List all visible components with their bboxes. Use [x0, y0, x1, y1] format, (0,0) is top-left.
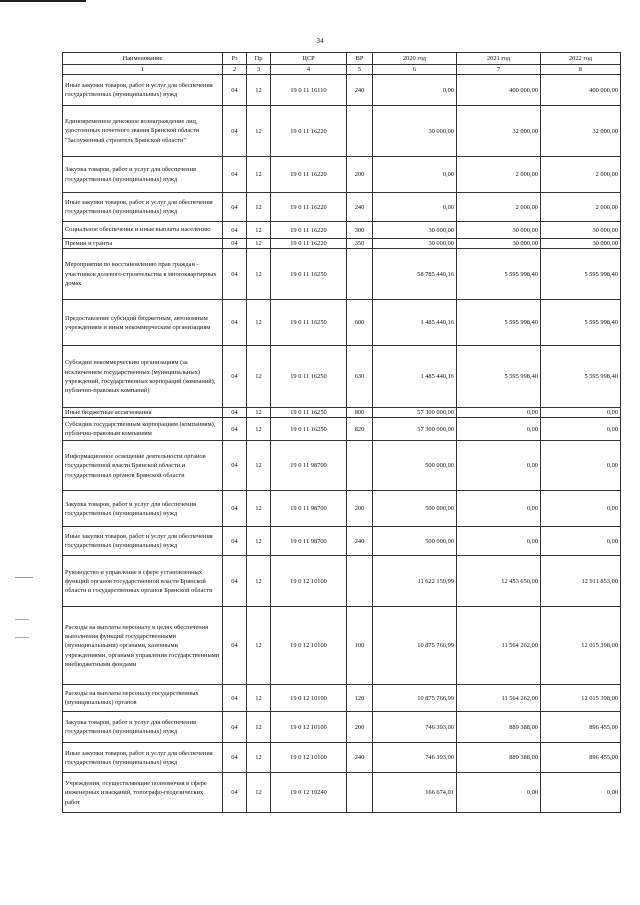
row-2022: 400 000,00 [541, 75, 621, 106]
header-vr: ВР [347, 53, 373, 65]
row-pr: 12 [247, 193, 271, 222]
row-2022: 0,00 [541, 418, 621, 441]
row-2020: 1 485 440,16 [373, 300, 457, 346]
row-csr: 19 0 11 16250 [271, 249, 347, 300]
row-2021: 889 388,00 [457, 743, 541, 773]
table-row [63, 607, 621, 685]
row-rz: 04 [223, 491, 247, 527]
row-rz: 04 [223, 193, 247, 222]
row-name: Субсидии государственным корпорациям (компаниям), публично-правовым компаниям [63, 418, 223, 441]
row-2021: 30 000,00 [457, 239, 541, 249]
row-csr: 19 0 12 10240 [271, 773, 347, 813]
row-2021: 11 564 262,00 [457, 685, 541, 712]
page-number: 34 [316, 37, 324, 45]
row-csr: 19 0 11 16250 [271, 418, 347, 441]
row-csr: 19 0 11 16220 [271, 222, 347, 239]
row-name: Иные закупки товаров, работ и услуг для обеспечения государственных (муниципальных) нужд [63, 527, 223, 556]
row-2022: 32 000,00 [541, 106, 621, 157]
row-rz: 04 [223, 106, 247, 157]
row-vr: 600 [347, 300, 373, 346]
row-2021: 0,00 [457, 418, 541, 441]
budget-table [62, 52, 621, 813]
margin-mark [15, 577, 33, 578]
row-rz: 04 [223, 712, 247, 743]
row-pr: 12 [247, 743, 271, 773]
row-2020: 746 393,00 [373, 712, 457, 743]
row-2021: 2 000,00 [457, 157, 541, 193]
row-2022: 12 015 398,00 [541, 685, 621, 712]
row-rz: 04 [223, 685, 247, 712]
row-csr: 19 0 12 10100 [271, 556, 347, 607]
row-csr: 19 0 11 16220 [271, 106, 347, 157]
row-2020: 0,00 [373, 75, 457, 106]
row-rz: 04 [223, 527, 247, 556]
row-pr: 12 [247, 418, 271, 441]
row-2022: 0,00 [541, 408, 621, 418]
row-2020: 0,00 [373, 157, 457, 193]
row-csr: 19 0 12 10100 [271, 712, 347, 743]
row-2021: 0,00 [457, 491, 541, 527]
table-row [63, 106, 621, 157]
row-name: Закупка товаров, работ и услуг для обеспечения государственных (муниципальных) нужд [63, 712, 223, 743]
row-name: Расходы на выплаты персоналу в целях обеспечения выполнения функций государственными (муниципальными) органами, казенными учреждениями, органами управления государственными внебюджетными фондами [63, 607, 223, 685]
row-2020: 57 300 000,00 [373, 418, 457, 441]
column-number: 5 [347, 65, 373, 75]
row-2021: 5 595 998,40 [457, 249, 541, 300]
row-2021: 11 564 262,00 [457, 607, 541, 685]
header-2022: 2022 год [541, 53, 621, 65]
row-2022: 0,00 [541, 491, 621, 527]
column-number: 7 [457, 65, 541, 75]
row-vr: 300 [347, 222, 373, 239]
row-pr: 12 [247, 222, 271, 239]
row-rz: 04 [223, 773, 247, 813]
row-2022: 12 911 853,00 [541, 556, 621, 607]
row-vr [347, 773, 373, 813]
column-number: 6 [373, 65, 457, 75]
row-name: Иные бюджетные ассигнования [63, 408, 223, 418]
row-pr: 12 [247, 556, 271, 607]
row-csr: 19 0 11 16220 [271, 193, 347, 222]
column-number: 1 [63, 65, 223, 75]
table-row [63, 157, 621, 193]
row-vr: 240 [347, 527, 373, 556]
row-2020: 10 875 766,99 [373, 607, 457, 685]
row-2020: 500 000,00 [373, 491, 457, 527]
row-2022: 12 015 398,00 [541, 607, 621, 685]
row-vr: 240 [347, 75, 373, 106]
row-csr: 19 0 12 10100 [271, 743, 347, 773]
row-2022: 2 000,00 [541, 193, 621, 222]
column-number: 2 [223, 65, 247, 75]
row-csr: 19 0 12 10100 [271, 607, 347, 685]
row-rz: 04 [223, 408, 247, 418]
row-name: Закупка товаров, работ и услуг для обеспечения государственных (муниципальных) нужд [63, 157, 223, 193]
row-vr: 200 [347, 491, 373, 527]
row-rz: 04 [223, 418, 247, 441]
row-rz: 04 [223, 743, 247, 773]
table-row [63, 249, 621, 300]
row-2020: 30 000,00 [373, 106, 457, 157]
row-pr: 12 [247, 157, 271, 193]
row-pr: 12 [247, 300, 271, 346]
row-2020: 746 393,00 [373, 743, 457, 773]
header-csr: ЦСР [271, 53, 347, 65]
row-csr: 19 0 11 16220 [271, 157, 347, 193]
table-row [63, 491, 621, 527]
row-csr: 19 0 11 16250 [271, 300, 347, 346]
row-csr: 19 0 11 16250 [271, 408, 347, 418]
row-2021: 400 000,00 [457, 75, 541, 106]
row-name: Руководство и управление в сфере установленных функций органов государственной власти Брянской области и государственных органов Брянской области [63, 556, 223, 607]
row-2022: 896 455,00 [541, 712, 621, 743]
column-number: 4 [271, 65, 347, 75]
row-2021: 12 453 650,00 [457, 556, 541, 607]
row-vr [347, 441, 373, 491]
header-2020: 2020 год [373, 53, 457, 65]
row-pr: 12 [247, 346, 271, 408]
row-name: Иные закупки товаров, работ и услуг для обеспечения государственных (муниципальных) нужд [63, 193, 223, 222]
row-rz: 04 [223, 157, 247, 193]
header-name: Наименование [63, 53, 223, 65]
row-vr: 820 [347, 418, 373, 441]
row-2020: 166 674,01 [373, 773, 457, 813]
row-2021: 0,00 [457, 441, 541, 491]
margin-mark [15, 637, 29, 638]
row-2022: 0,00 [541, 441, 621, 491]
row-vr: 240 [347, 743, 373, 773]
row-name: Закупка товаров, работ и услуг для обеспечения государственных (муниципальных) нужд [63, 491, 223, 527]
row-2022: 5 595 998,40 [541, 346, 621, 408]
table-row [63, 418, 621, 441]
row-2020: 58 785 440,16 [373, 249, 457, 300]
row-pr: 12 [247, 106, 271, 157]
row-2021: 2 000,00 [457, 193, 541, 222]
row-2020: 0,00 [373, 193, 457, 222]
row-2020: 30 000,00 [373, 239, 457, 249]
table-row [63, 773, 621, 813]
row-csr: 19 0 11 98700 [271, 441, 347, 491]
row-csr: 19 0 12 10100 [271, 685, 347, 712]
header-row [63, 53, 621, 65]
row-2021: 0,00 [457, 527, 541, 556]
table-row [63, 556, 621, 607]
row-pr: 12 [247, 712, 271, 743]
row-name: Премии и гранты [63, 239, 223, 249]
row-2022: 5 595 998,40 [541, 249, 621, 300]
row-2021: 32 000,00 [457, 106, 541, 157]
row-pr: 12 [247, 75, 271, 106]
table-row [63, 441, 621, 491]
table-row [63, 685, 621, 712]
header-2021: 2021 год [457, 53, 541, 65]
row-2020: 30 000,00 [373, 222, 457, 239]
row-2020: 57 300 000,00 [373, 408, 457, 418]
row-vr [347, 249, 373, 300]
row-vr: 240 [347, 193, 373, 222]
row-2020: 500 000,00 [373, 527, 457, 556]
header-pr: Пр [247, 53, 271, 65]
row-2022: 30 000,00 [541, 239, 621, 249]
column-number: 8 [541, 65, 621, 75]
row-pr: 12 [247, 491, 271, 527]
row-2021: 5 595 998,40 [457, 346, 541, 408]
row-pr: 12 [247, 773, 271, 813]
row-name: Информационное освещение деятельности органов государственной власти Брянской области и государственных органов Брянской области [63, 441, 223, 491]
row-vr: 630 [347, 346, 373, 408]
row-2021: 889 388,00 [457, 712, 541, 743]
row-name: Иные закупки товаров, работ и услуг для обеспечения государственных (муниципальных) нужд [63, 743, 223, 773]
row-name: Учреждения, осуществляющие полномочия в сфере инженерных изысканий, топографо-геодезических работ [63, 773, 223, 813]
row-pr: 12 [247, 408, 271, 418]
row-rz: 04 [223, 556, 247, 607]
row-2020: 10 875 766,99 [373, 685, 457, 712]
row-pr: 12 [247, 239, 271, 249]
row-rz: 04 [223, 607, 247, 685]
row-pr: 12 [247, 685, 271, 712]
row-vr [347, 556, 373, 607]
row-2022: 896 455,00 [541, 743, 621, 773]
row-vr [347, 106, 373, 157]
row-csr: 19 0 11 16220 [271, 239, 347, 249]
row-2022: 0,00 [541, 773, 621, 813]
row-name: Иные закупки товаров, работ и услуг для обеспечения государственных (муниципальных) нужд [63, 75, 223, 106]
table-row [63, 527, 621, 556]
row-vr: 100 [347, 607, 373, 685]
row-2021: 0,00 [457, 773, 541, 813]
row-2022: 30 000,00 [541, 222, 621, 239]
row-pr: 12 [247, 441, 271, 491]
row-name: Субсидии некоммерческим организациям (за исключением государственных (муниципальных) учреждений, государственных корпораций (компаний), публично-правовых компаний) [63, 346, 223, 408]
row-rz: 04 [223, 300, 247, 346]
row-vr: 120 [347, 685, 373, 712]
table-row [63, 743, 621, 773]
row-2020: 11 622 159,99 [373, 556, 457, 607]
row-rz: 04 [223, 249, 247, 300]
row-name: Единовременное денежное вознаграждение лиц, удостоенных почетного звания Брянской области "Заслуженный строитель Брянской области" [63, 106, 223, 157]
row-2021: 0,00 [457, 408, 541, 418]
row-2022: 2 000,00 [541, 157, 621, 193]
row-pr: 12 [247, 527, 271, 556]
row-2022: 0,00 [541, 527, 621, 556]
row-csr: 19 0 11 16110 [271, 75, 347, 106]
row-name: Мероприятия по восстановлению прав граждан - участников долевого строительства в многоквартирных домах [63, 249, 223, 300]
row-rz: 04 [223, 239, 247, 249]
column-number: 3 [247, 65, 271, 75]
row-2021: 5 595 998,40 [457, 300, 541, 346]
row-rz: 04 [223, 75, 247, 106]
row-csr: 19 0 11 98700 [271, 491, 347, 527]
margin-mark [15, 619, 29, 620]
table-row [63, 346, 621, 408]
table-row [63, 222, 621, 239]
row-rz: 04 [223, 222, 247, 239]
table-row [63, 712, 621, 743]
table-row [63, 300, 621, 346]
row-2020: 1 485 440,16 [373, 346, 457, 408]
row-csr: 19 0 11 98700 [271, 527, 347, 556]
row-name: Расходы на выплаты персоналу государственных (муниципальных) органов [63, 685, 223, 712]
row-vr: 800 [347, 408, 373, 418]
row-2022: 5 595 998,40 [541, 300, 621, 346]
table-row [63, 193, 621, 222]
row-name: Социальное обеспечение и иные выплаты населению [63, 222, 223, 239]
row-pr: 12 [247, 249, 271, 300]
table-row [63, 408, 621, 418]
row-2021: 30 000,00 [457, 222, 541, 239]
top-rule [0, 0, 86, 2]
row-vr: 200 [347, 157, 373, 193]
column-number-row [63, 65, 621, 75]
row-rz: 04 [223, 346, 247, 408]
row-name: Предоставление субсидий бюджетным, автономным учреждениям и иным некоммерческим организациям [63, 300, 223, 346]
row-pr: 12 [247, 607, 271, 685]
row-csr: 19 0 11 16250 [271, 346, 347, 408]
header-rz: Рз [223, 53, 247, 65]
table-row [63, 75, 621, 106]
row-vr: 200 [347, 712, 373, 743]
row-vr: 350 [347, 239, 373, 249]
row-2020: 500 000,00 [373, 441, 457, 491]
row-rz: 04 [223, 441, 247, 491]
table-row [63, 239, 621, 249]
